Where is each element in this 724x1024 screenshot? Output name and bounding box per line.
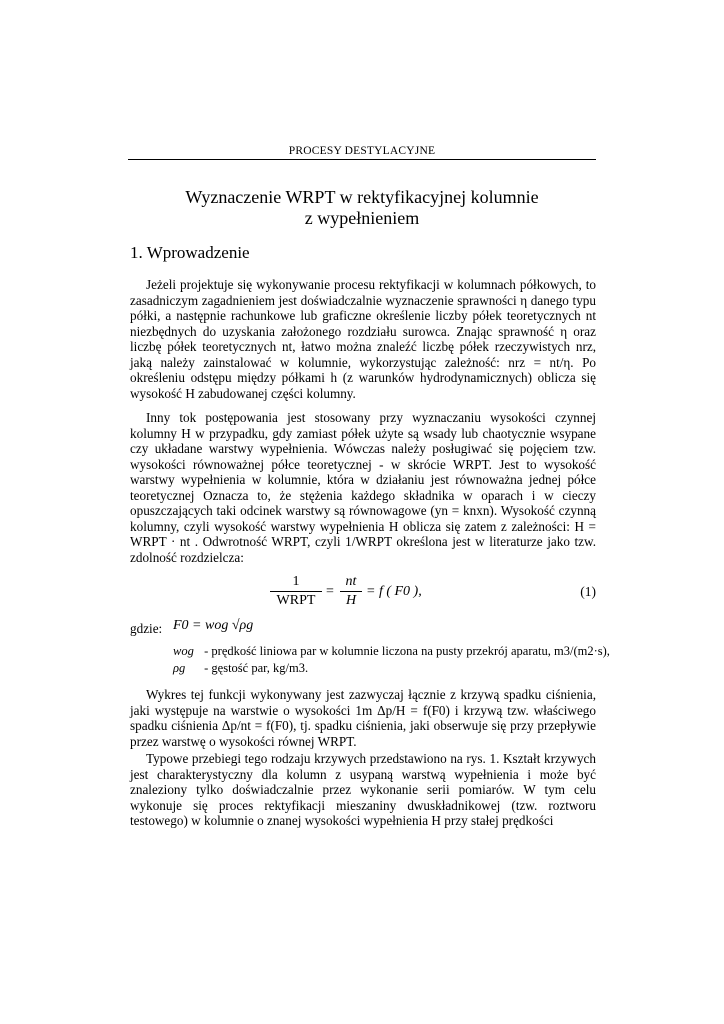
equation-number: (1)	[580, 584, 596, 599]
title-line-1: Wyznaczenie WRPT w rektyfikacyjnej kolumnie	[185, 187, 539, 207]
equation-1: 1 WRPT = nt H = f ( F0 ), (1)	[270, 574, 596, 614]
f0-formula: F0 = wog √ρg	[173, 618, 254, 633]
wog-text: - prędkość liniowa par w kolumnie liczona na pusty przekrój aparatu, m3/(m2·s),	[204, 644, 610, 658]
paragraph-2: Inny tok postępowania jest stosowany przy wyznaczaniu wysokości czynnej kolumny H w przypadku, gdy zamiast półek użyte są wsady lub chaotycznie wsypane czy układane warstwy wypełnienia. Wówczas należy posługiwać się pojęciem tzw. wysokości równoważnej półce teoretycznej - w skrócie WRPT. Jest to wysokość warstwy wypełnienia w kolumnie, która w działaniu jest równoważna jednej półce teoretycznej Oznacza to, że stężenia każdego składnika w oparach i w cieczy opuszczających taki odcinek warstwy są równowagowe (yn = knxn). Wysokość czynną kolumny, czyli wysokość warstwy wypełnienia H oblicza się zatem z zależności: H = WRPT · nt . Odwrotność WRPT, czyli 1/WRPT określona jest w literaturze jako tzw. zdolność rozdzielcza:	[130, 410, 596, 565]
rho-symbol: ρg	[173, 661, 186, 675]
definition-rho	[173, 661, 308, 676]
wog-symbol: wog	[173, 644, 194, 658]
document-title	[128, 187, 596, 229]
title-line-2: z wypełnieniem	[304, 208, 420, 228]
equation-rhs: = f ( F0 ),	[366, 584, 422, 599]
definition-wog	[173, 644, 610, 659]
rho-text: - gęstość par, kg/m3.	[204, 661, 309, 675]
header-rule	[128, 159, 596, 160]
running-header: PROCESY DESTYLACYJNE	[288, 145, 436, 157]
fraction-right: nt H	[340, 574, 362, 609]
paragraph-3: Wykres tej funkcji wykonywany jest zazwyczaj łącznie z krzywą spadku ciśnienia, jaki występuje na warstwie o wysokości 1m Δp/H = f(F0) i krzywą tzw. właściwego spadku ciśnienia Δp/nt = f(F0), tj. spadku ciśnienia, jaki obserwuje się przy przepływie przez warstwę o wysokości równej WRPT.	[130, 687, 596, 749]
fraction-left: 1 WRPT	[270, 574, 322, 609]
section-heading: 1. Wprowadzenie	[130, 243, 250, 262]
where-label: gdzie:	[130, 621, 163, 636]
paragraph-1: Jeżeli projektuje się wykonywanie procesu rektyfikacji w kolumnach półkowych, to zasadniczym zagadnieniem jest doświadczalnie wyznaczenie sprawności η danego typu półki, a następnie rachunkowe lub graficzne określenie liczby półek teoretycznych nt niezbędnych do uzyskania założonego rozdziału surowca. Znając sprawność η oraz liczbę półek teoretycznych nt, łatwo można znaleźć liczbę półek rzeczywistych nrz, jaką należy zainstalować w kolumnie, wykorzystując zależność: nrz = nt/η. Po określeniu odstępu między półkami h (z warunków hydrodynamicznych) oblicza się wysokość H zabudowanej części kolumny.	[130, 277, 596, 401]
paragraph-4: Typowe przebiegi tego rodzaju krzywych przedstawiono na rys. 1. Kształt krzywych jest charakterystyczny dla kolumn z usypaną warstwą wypełnienia i może być znaleziony tylko doświadczalnie przez wykonanie serii pomiarów. W tym celu wykonuje się proces rektyfikacji mieszaniny dwuskładnikowej (tzw. roztworu testowego) w kolumnie o znanej wysokości wypełnienia H przy stałej prędkości	[130, 751, 596, 828]
